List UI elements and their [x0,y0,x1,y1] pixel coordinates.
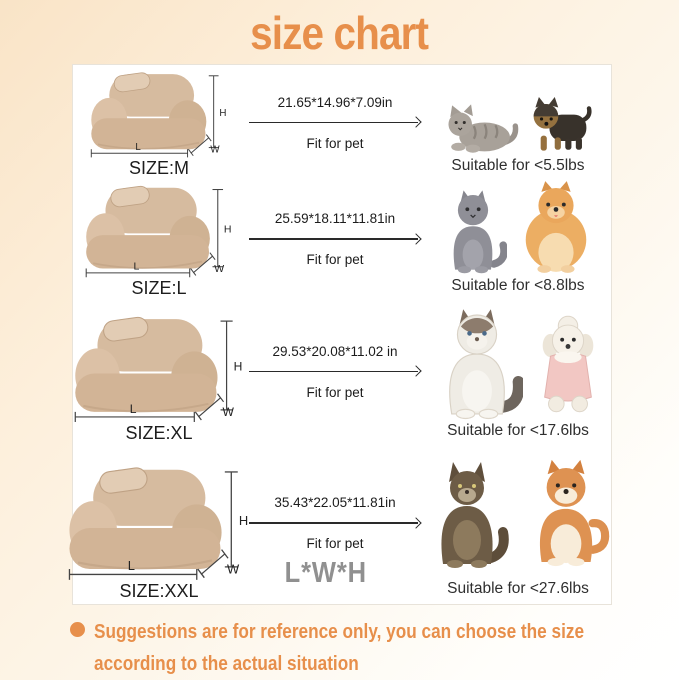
dimensions-text-m: 21.65*14.96*7.09in [277,94,393,110]
pets-column-xl [425,299,611,444]
height-label: H [238,512,249,528]
size-row-m [73,66,611,179]
width-label: W [222,404,234,419]
note-text [94,616,664,680]
length-label: L [133,260,140,273]
size-row-l [73,179,611,299]
gray-shorthair-cat-image [439,185,507,275]
note-line-1: Suggestions are for reference only, you can choose the size [94,621,585,643]
dimensions-column-xl [245,299,425,444]
pet-sofa-illustration-xl [73,309,245,424]
size-row-xl [73,299,611,444]
pets-images-xl [431,302,605,420]
pet-sofa-illustration-l [80,179,238,279]
lwh-legend [278,557,373,590]
pet-sofa-illustration-m [88,66,230,159]
height-label: H [233,359,243,374]
right-arrow-icon [249,118,421,128]
fit-for-pet-label-l: Fit for pet [306,252,364,267]
sofa-column-m [73,66,245,179]
suitable-label-m: Suitable for <5.5lbs [451,157,585,174]
width-label: W [210,144,220,156]
ragdoll-cat-image [431,302,523,420]
pet-sofa-illustration-xxl [67,459,251,582]
shiba-inu-image [517,448,611,578]
page-title [0,6,679,60]
pets-column-m [425,66,611,179]
dimensions-column-l [245,179,425,299]
sofa-column-xxl [73,444,249,602]
suitable-label-l: Suitable for <8.8lbs [451,277,585,294]
maine-coon-cat-image [425,450,509,578]
length-label: L [135,142,141,154]
dimensions-column-m [245,66,425,179]
size-label-xxl: SIZE:XXL [119,581,199,601]
tabby-kitten-image [443,99,519,155]
pets-column-l [425,179,611,299]
pets-images-m [443,97,593,155]
length-label: L [129,401,137,416]
suggestion-note [62,616,662,680]
dimensions-text-l: 25.59*18.11*11.81in [274,211,396,226]
width-label: W [214,262,225,275]
size-label-l: SIZE:L [131,278,187,298]
right-arrow-icon [249,367,421,377]
height-label: H [223,223,232,236]
lwh-legend-text: L*W*H [284,557,367,589]
pets-images-xxl [425,448,611,578]
height-label: H [219,107,227,119]
dimensions-text-xxl: 35.43*22.05*11.81in [274,495,396,510]
fit-for-pet-label-xl: Fit for pet [306,384,364,400]
poodle-in-pink-sweater-image [531,308,605,420]
size-label-xl: SIZE:XL [125,423,193,443]
right-arrow-icon [249,234,421,244]
length-label: L [127,558,135,574]
width-label: W [226,561,240,577]
fit-for-pet-label-xxl: Fit for pet [306,536,364,551]
suitable-label-xxl: Suitable for <27.6lbs [447,580,589,597]
fit-for-pet-label-m: Fit for pet [306,135,364,151]
right-arrow-icon [249,518,421,528]
bullet-icon [70,622,85,637]
pomeranian-image [515,179,597,275]
size-chart-title: size chart [250,7,429,59]
pets-images-l [439,179,597,275]
sofa-column-l [73,179,245,299]
sofa-column-xl [73,299,245,444]
yorkshire-terrier-puppy-image [527,97,593,155]
pets-column-xxl [425,444,611,602]
height-dimension-line [209,76,219,148]
size-chart-panel [72,64,612,605]
size-label-m: SIZE:M [128,158,189,178]
suitable-label-xl: Suitable for <17.6lbs [447,422,589,439]
note-line-2: according to the actual situation [94,653,359,675]
dimensions-text-xl: 29.53*20.08*11.02 in [272,343,398,359]
